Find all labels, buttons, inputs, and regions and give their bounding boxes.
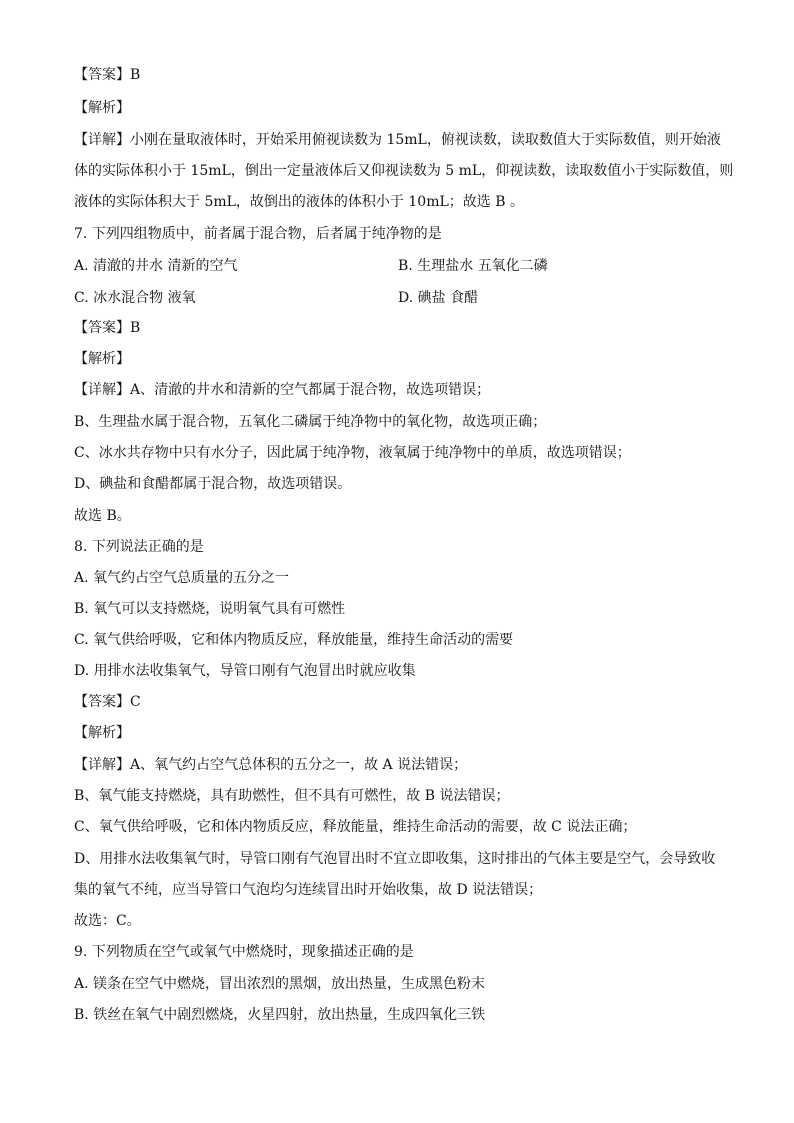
q8-answer: 【答案】C	[74, 694, 141, 710]
q7-option-b: B. 生理盐水 五氧化二磷	[398, 258, 548, 274]
q7-option-d: D. 碘盐 食醋	[398, 290, 479, 306]
q7-detail-line-4: D、碘盐和食醋都属于混合物，故选项错误。	[74, 476, 352, 492]
q9-option-a: A. 镁条在空气中燃烧，冒出浓烈的黑烟，放出热量，生成黑色粉末	[74, 976, 486, 992]
q7-stem: 7. 下列四组物质中，前者属于混合物，后者属于纯净物的是	[74, 226, 442, 242]
q7-detail-line-5: 故选 B。	[74, 508, 131, 524]
q7-answer: 【答案】B	[74, 320, 141, 336]
q8-detail-line-6: 故选：C。	[74, 913, 141, 929]
q7-option-a: A. 清澈的井水 清新的空气	[74, 258, 238, 274]
q7-analysis-label: 【解析】	[74, 351, 130, 367]
q8-detail-line-3: C、氧气供给呼吸，它和体内物质反应，释放能量，维持生命活动的需要，故 C 说法正确；	[74, 819, 637, 835]
q9-stem: 9. 下列物质在空气或氧气中燃烧时，现象描述正确的是	[74, 944, 414, 960]
q8-option-c: C. 氧气供给呼吸，它和体内物质反应，释放能量，维持生命活动的需要	[74, 632, 514, 648]
q6-detail-line-3: 液体的实际体积大于 5mL，故倒出的液体的体积小于 10mL；故选 B 。	[74, 194, 524, 210]
q8-analysis-label: 【解析】	[74, 725, 130, 741]
q8-option-d: D. 用排水法收集氧气，导管口刚有气泡冒出时就应收集	[74, 663, 416, 679]
q8-detail-line-5: 集的氧气不纯，应当导管口气泡均匀连续冒出时开始收集，故 D 说法错误；	[74, 882, 543, 898]
q7-option-c: C. 冰水混合物 液氧	[74, 290, 196, 306]
q8-option-b: B. 氧气可以支持燃烧，说明氧气具有可燃性	[74, 601, 346, 617]
q6-detail-line-1: 【详解】小刚在量取液体时，开始采用俯视读数为 15mL，俯视读数，读取数值大于实际数值，则开始液	[74, 132, 721, 148]
q9-option-b: B. 铁丝在氧气中剧烈燃烧，火星四射，放出热量，生成四氧化三铁	[74, 1007, 486, 1023]
q8-detail-line-2: B、氧气能支持燃烧，具有助燃性，但不具有可燃性，故 B 说法错误；	[74, 788, 510, 804]
q6-analysis-label: 【解析】	[74, 100, 130, 116]
q8-stem: 8. 下列说法正确的是	[74, 539, 204, 555]
q8-detail-line-1: 【详解】A、氧气约占空气总体积的五分之一，故 A 说法错误；	[74, 757, 468, 773]
q7-detail-line-1: 【详解】A、清澈的井水和清新的空气都属于混合物，故选项错误；	[74, 382, 491, 398]
q8-detail-line-4: D、用排水法收集氧气时，导管口刚有气泡冒出时不宜立即收集，这时排出的气体主要是空气，会导致收	[74, 851, 716, 867]
q7-detail-line-2: B、生理盐水属于混合物，五氧化二磷属于纯净物中的氧化物，故选项正确；	[74, 414, 547, 430]
q6-detail-line-2: 体的实际体积小于 15mL，倒出一定量液体后又仰视读数为 5 mL，仰视读数，读取数值小于实际数值，则	[74, 163, 734, 179]
q8-option-a: A. 氧气约占空气总质量的五分之一	[74, 570, 290, 586]
q7-detail-line-3: C、冰水共存物中只有水分子，因此属于纯净物，液氧属于纯净物中的单质，故选项错误；	[74, 445, 631, 461]
q6-answer: 【答案】B	[74, 67, 141, 83]
